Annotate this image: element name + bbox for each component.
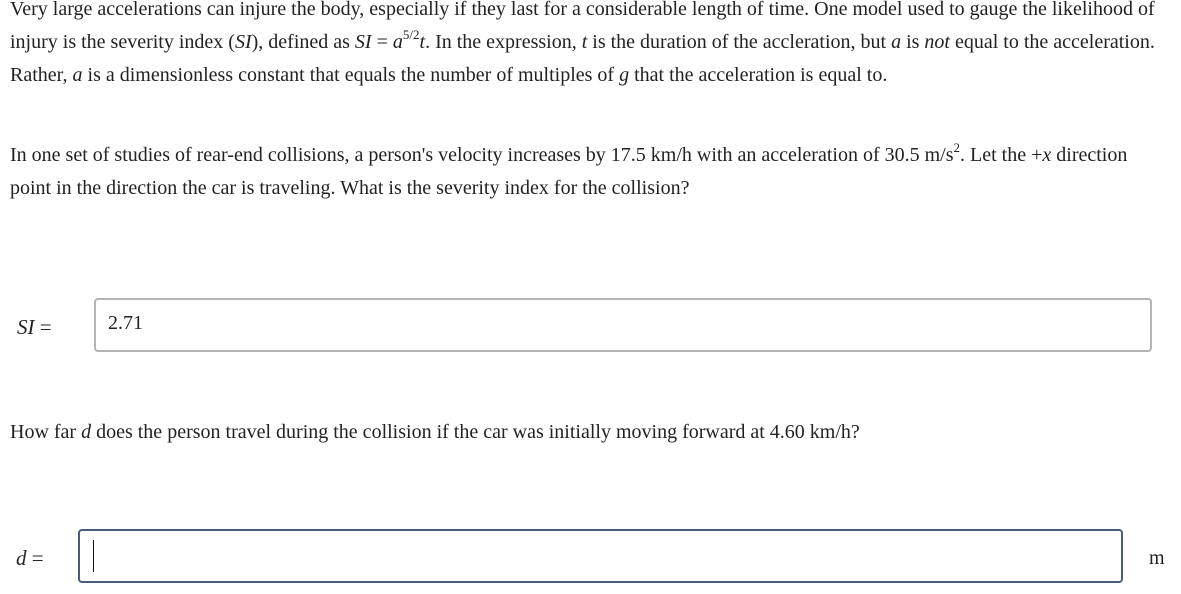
math-symbol: SI [234, 31, 252, 53]
text: is [901, 31, 925, 53]
math-symbol: t [419, 31, 426, 53]
text: How far [10, 421, 82, 443]
si-symbol: SI [17, 315, 35, 339]
text: . In the expression, [425, 31, 582, 53]
math-symbol: a [891, 31, 902, 53]
text: In one set of studies of rear-end collisions, a person's velocity increases by 17.5 km/h with an acceleration of 30.5 m/s [10, 144, 954, 166]
math-exponent: 5/2 [402, 27, 420, 42]
text: equal to the acceleration. Rather, [10, 31, 1155, 86]
d-answer-label [16, 546, 44, 571]
problem-paragraph-1 [10, 0, 1172, 92]
problem-paragraph-2 [10, 139, 1172, 205]
math-symbol: x [1042, 144, 1052, 166]
math-symbol: SI [354, 31, 372, 53]
d-symbol: d [16, 546, 27, 570]
si-answer-value: 2.71 [108, 312, 143, 334]
si-answer-label [17, 315, 52, 340]
text: direction point in the direction the car is traveling. What is the severity index for the collision? [10, 144, 1128, 199]
math-operator: = [371, 31, 393, 53]
emphasis: not [924, 31, 950, 53]
text: does the person travel during the collision if the car was initially moving forward at 4.60 km/h? [91, 421, 860, 443]
text: that the acceleration is equal to. [629, 64, 888, 86]
text: is the duration of the accleration, but [587, 31, 892, 53]
text: . Let the + [960, 144, 1043, 166]
math-exponent: 2 [953, 140, 961, 155]
text: Very large accelerations can injure the body, especially if they last for a considerable length of time. One model used to gauge the likelihood of injury is the severity index ( [10, 0, 1155, 53]
d-answer-input[interactable] [78, 529, 1123, 583]
equals-sign: = [39, 315, 52, 339]
math-symbol: d [81, 421, 92, 443]
text: is a dimensionless constant that equals the number of multiples of [82, 64, 620, 86]
math-symbol: a [392, 31, 403, 53]
text-caret [93, 540, 94, 572]
equals-sign: = [31, 546, 44, 570]
math-symbol: g [619, 64, 630, 86]
math-symbol: a [72, 64, 83, 86]
math-symbol: t [581, 31, 588, 53]
unit-label: m [1149, 547, 1165, 569]
si-answer-input[interactable] [94, 298, 1152, 352]
text: ), defined as [251, 31, 355, 53]
problem-paragraph-3 [10, 416, 1172, 449]
